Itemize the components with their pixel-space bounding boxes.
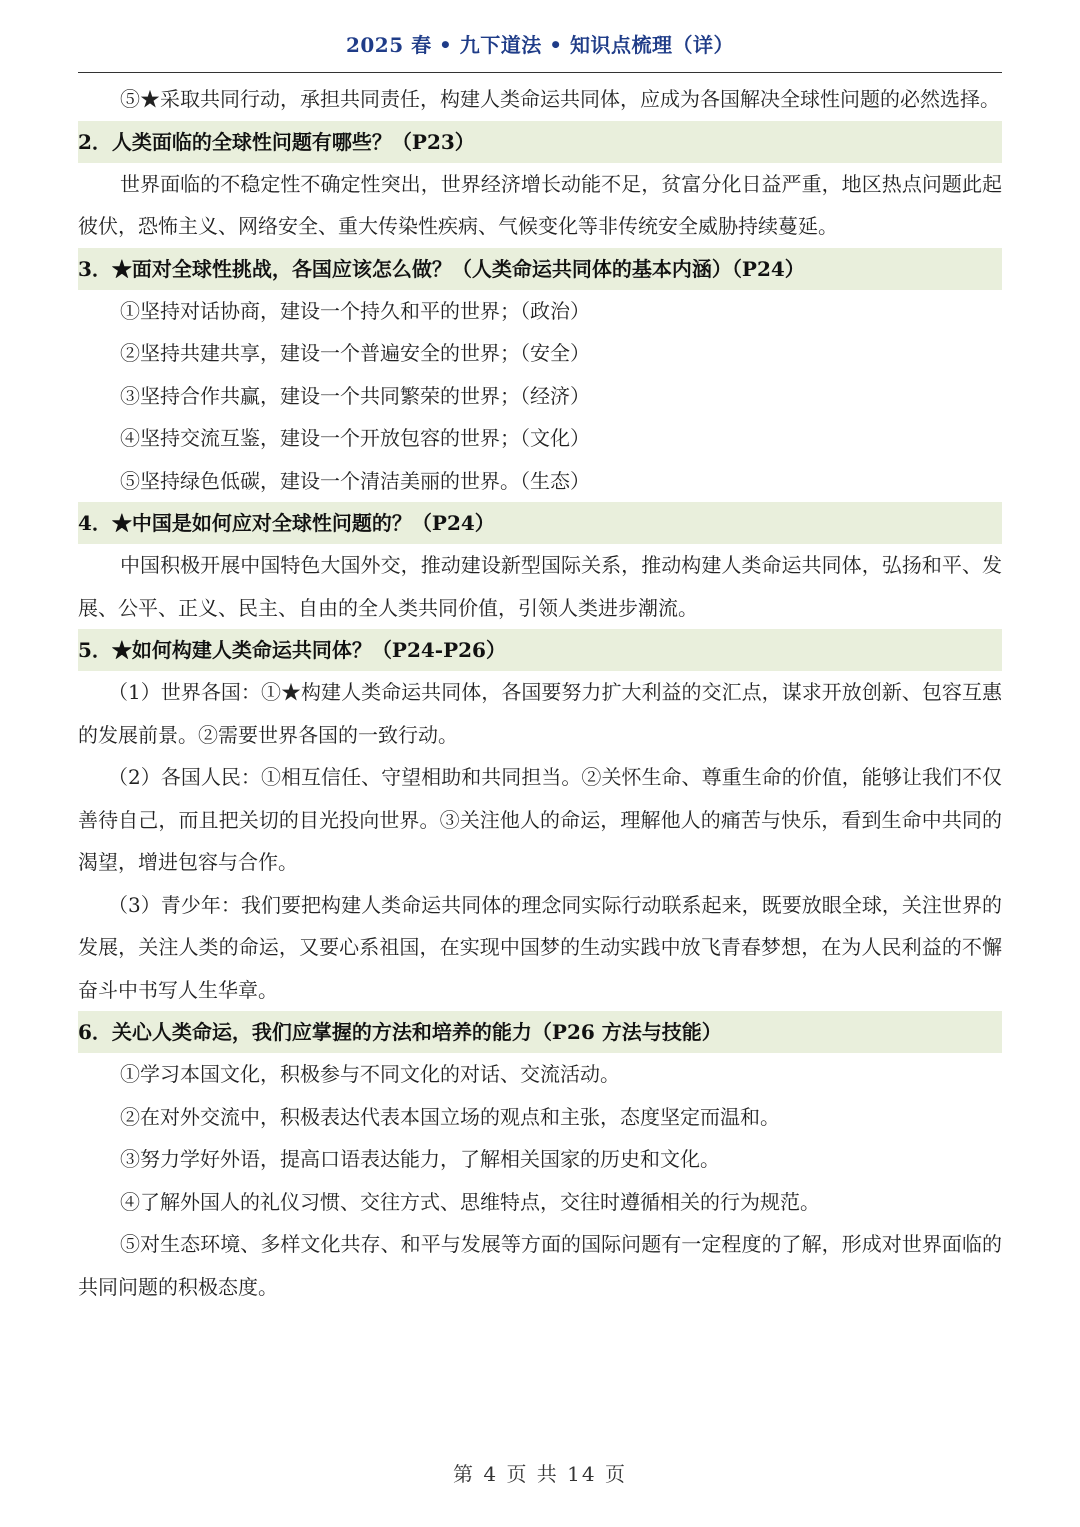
list-item: ④了解外国人的礼仪习惯、交往方式、思维特点，交往时遵循相关的行为规范。 bbox=[120, 1189, 820, 1214]
section-heading-5: 5．★如何构建人类命运共同体？（P24-P26） bbox=[78, 629, 1002, 671]
section-heading-2: 2．人类面临的全球性问题有哪些？（P23） bbox=[78, 121, 1002, 163]
list-item: ③坚持合作共赢，建设一个共同繁荣的世界；（经济） bbox=[120, 383, 590, 408]
intro-paragraph: ⑤★采取共同行动，承担共同责任，构建人类命运共同体，应成为各国解决全球性问题的必然选择。 bbox=[120, 87, 1000, 111]
section-5-youth-paragraph: （3）青少年：我们要把构建人类命运共同体的理念同实际行动联系起来，既要放眼全球，关注世界的发展，关注人类的命运，又要心系祖国，在实现中国梦的生动实践中放飞青春梦想，在为人民利益的不懈奋斗中书写人生华章。 bbox=[78, 892, 1002, 1002]
page-header bbox=[78, 30, 1002, 73]
section-2-paragraph: 世界面临的不稳定性不确定性突出，世界经济增长动能不足，贫富分化日益严重，地区热点问题此起彼伏，恐怖主义、网络安全、重大传染性疾病、气候变化等非传统安全威胁持续蔓延。 bbox=[78, 171, 1002, 238]
section-heading-3: 3．★面对全球性挑战，各国应该怎么做？（人类命运共同体的基本内涵）（P24） bbox=[78, 248, 1002, 290]
section-6-last-paragraph: ⑤对生态环境、多样文化共存、和平与发展等方面的国际问题有一定程度的了解，形成对世界面临的共同问题的积极态度。 bbox=[78, 1232, 1002, 1299]
section-heading-6: 6．关心人类命运，我们应掌握的方法和培养的能力（P26 方法与技能） bbox=[78, 1011, 1002, 1053]
document-body bbox=[78, 78, 1002, 1308]
page-number: 第 4 页 共 14 页 bbox=[453, 1462, 627, 1486]
list-item: ①坚持对话协商，建设一个持久和平的世界；（政治） bbox=[120, 298, 590, 323]
list-item: ④坚持交流互鉴，建设一个开放包容的世界；（文化） bbox=[120, 426, 590, 450]
section-5-people-paragraph: （2）各国人民：①相互信任、守望相助和共同担当。②关怀生命、尊重生命的价值，能够让我们不仅善待自己，而且把关切的目光投向世界。③关注他人的命运，理解他人的痛苦与快乐，看到生命中共同的渴望，增进包容与合作。 bbox=[78, 765, 1002, 874]
list-item: ③努力学好外语，提高口语表达能力，了解相关国家的历史和文化。 bbox=[120, 1147, 720, 1171]
list-item: ⑤坚持绿色低碳，建设一个清洁美丽的世界。（生态） bbox=[120, 468, 590, 493]
section-4-paragraph: 中国积极开展中国特色大国外交，推动建设新型国际关系，推动构建人类命运共同体，弘扬和平、发展、公平、正义、民主、自由的全人类共同价值，引领人类进步潮流。 bbox=[78, 553, 1002, 620]
section-5-world-paragraph: （1）世界各国：①★构建人类命运共同体，各国要努力扩大利益的交汇点，谋求开放创新、包容互惠的发展前景。②需要世界各国的一致行动。 bbox=[78, 680, 1002, 747]
section-heading-4: 4．★中国是如何应对全球性问题的？（P24） bbox=[78, 502, 1002, 544]
list-item: ①学习本国文化，积极参与不同文化的对话、交流活动。 bbox=[120, 1062, 620, 1086]
document-title: 2025 春 • 九下道法 • 知识点梳理（详） bbox=[345, 33, 735, 57]
list-item: ②坚持共建共享，建设一个普遍安全的世界；（安全） bbox=[120, 341, 590, 365]
list-item: ②在对外交流中，积极表达代表本国立场的观点和主张，态度坚定而温和。 bbox=[120, 1104, 780, 1129]
